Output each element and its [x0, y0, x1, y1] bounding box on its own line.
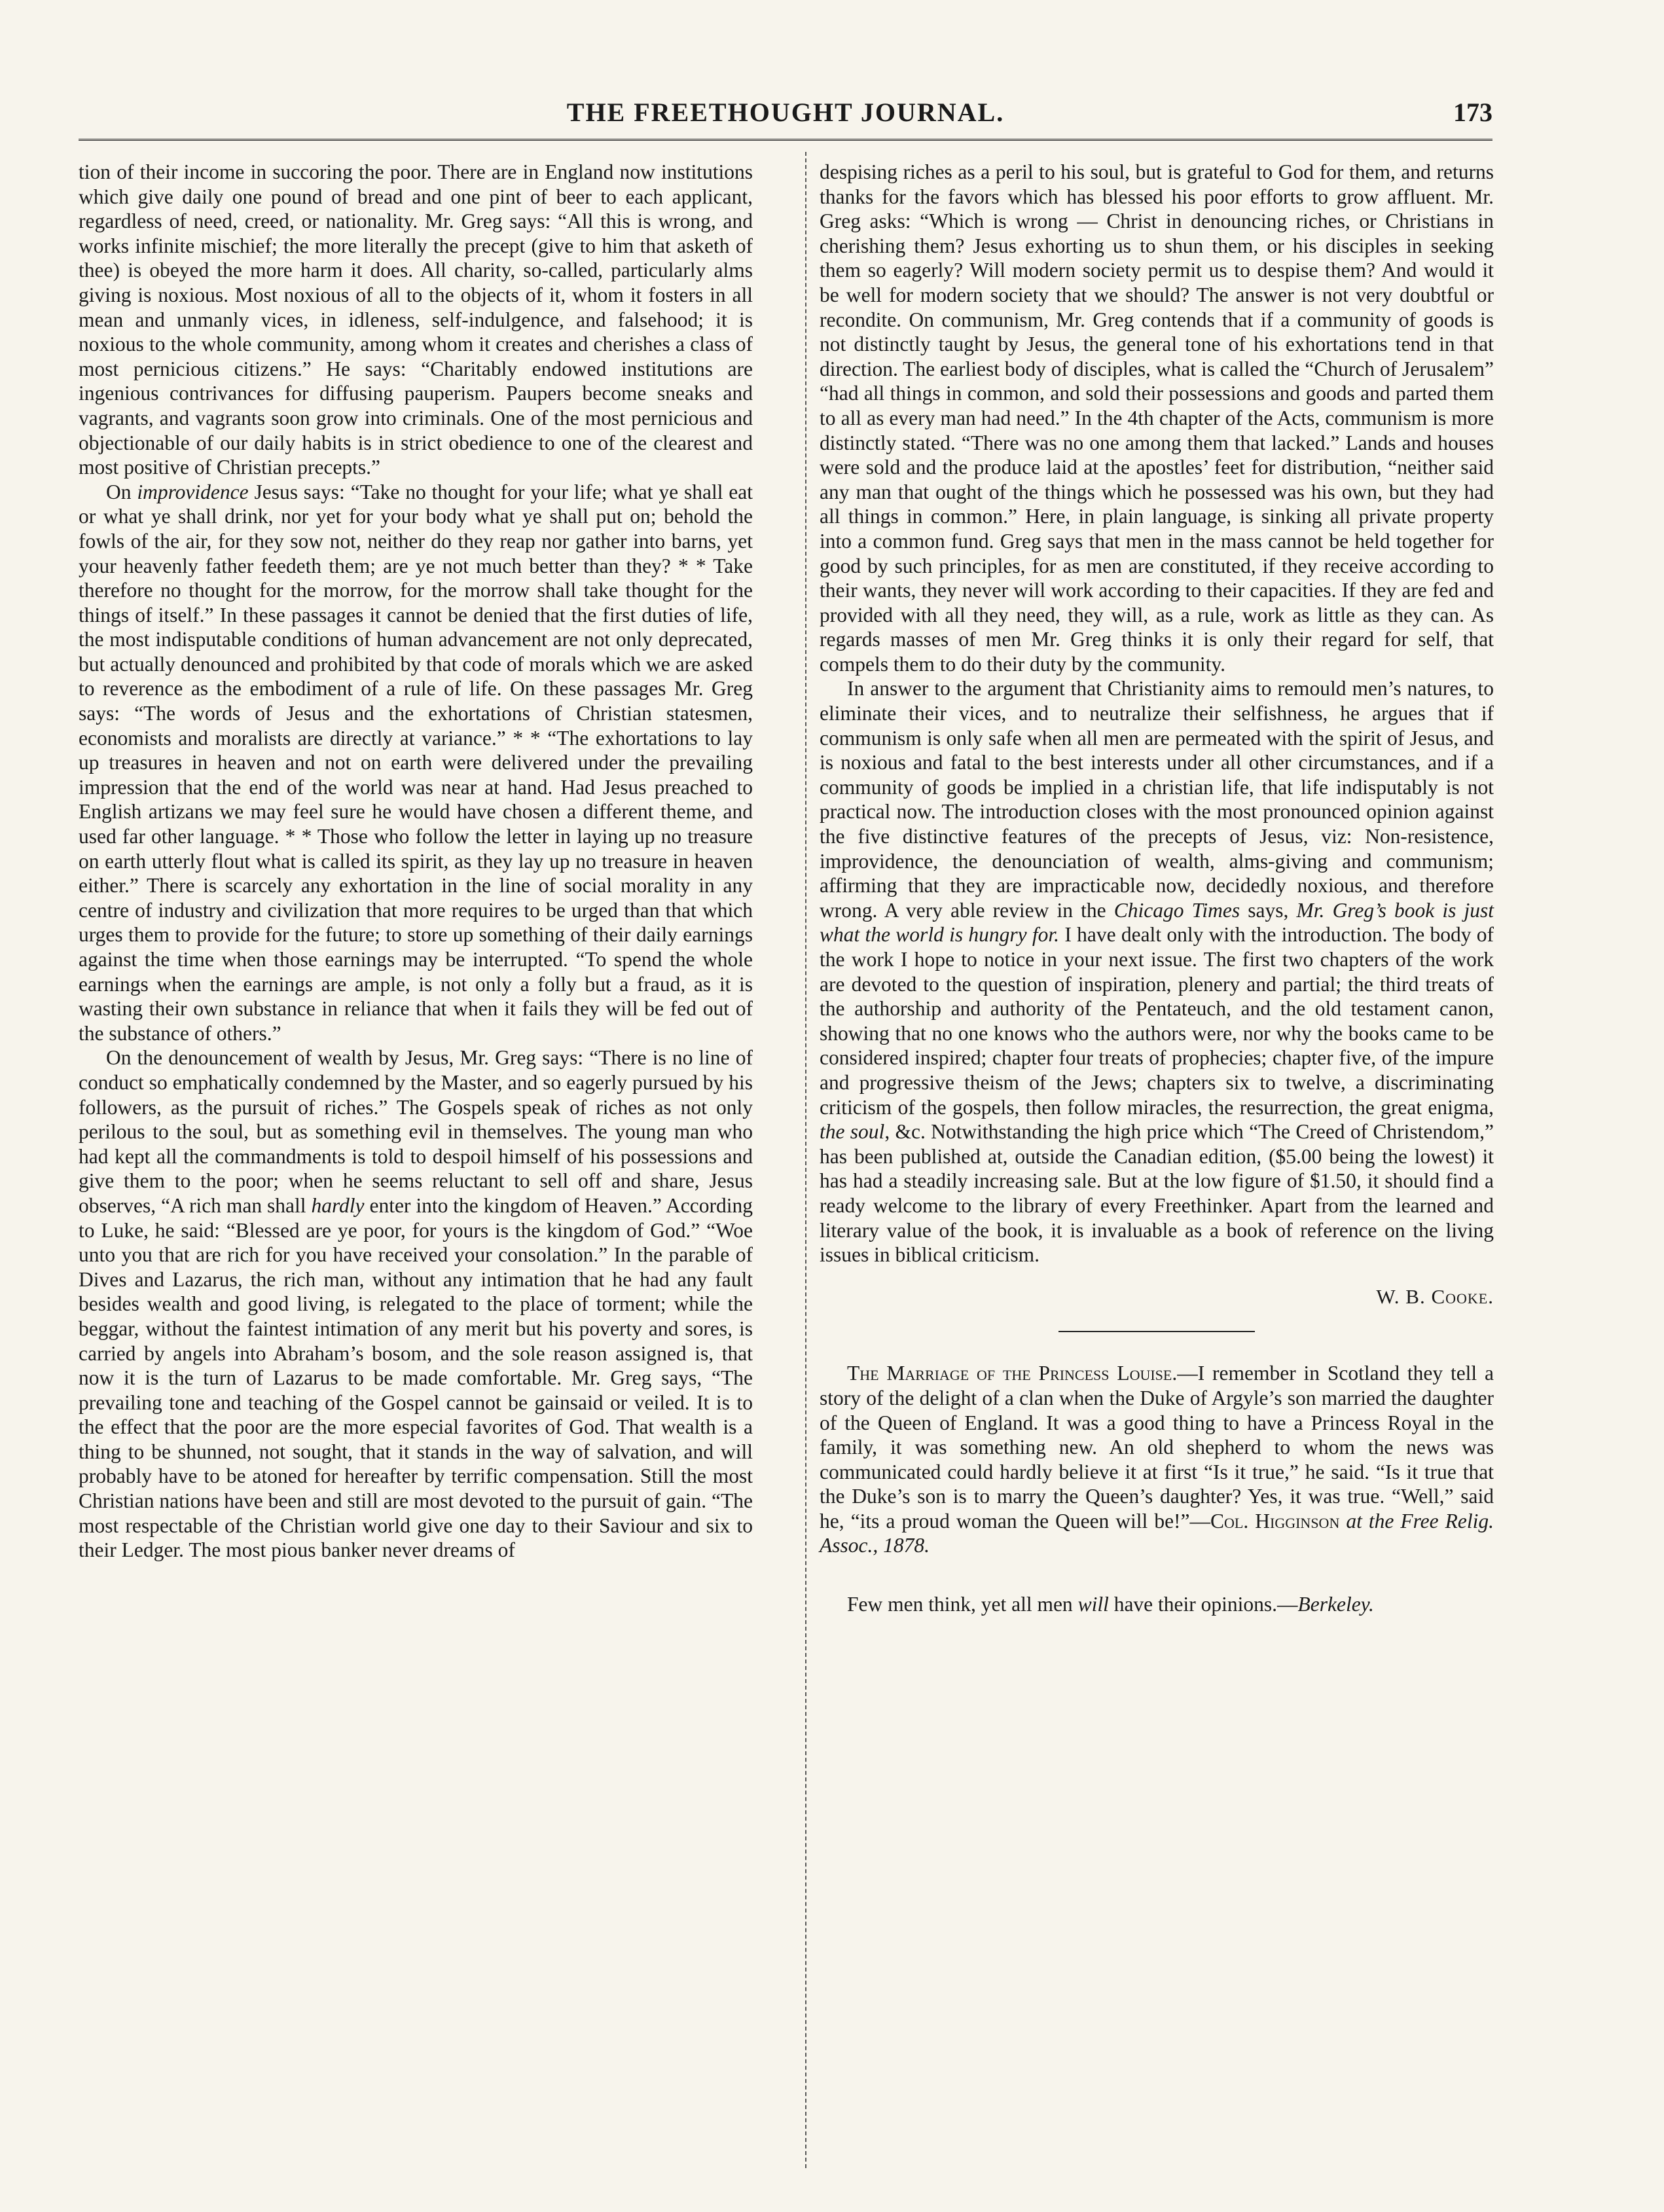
paragraph-answer: In answer to the argument that Christianity aims to remould men’s natures, to eliminate their vices, and to neutralize their selfishness, he argues that if communism is only safe when all men are permeated with the spirit of Jesus, and is noxious and fatal to the best interests under all other circumstances, and if a community of goods be implied in a christian life, that life indisputably is not practical now. The introduction closes with the most pronounced opinion against the five distinctive features of the precepts of Jesus, viz: Non-resistence, improvidence, the denounciation of wealth, alms-giving and communism; affirming that they are impracticable now, decidedly noxious, and therefore wrong. A very able review in the Chicago Times says, Mr. Greg’s book is just what the world is hungry for. I have dealt only with the introduction. The body of the work I hope to notice in your next issue. The first two chapters of the work are devoted to the question of inspiration, plenery and partial; the third treats of the authorship and authority of the Pentateuch, and the old testament canon, showing that no one knows who the authors were, nor why the books came to be considered inspired; chapter four treats of prophecies; chapter five, of the impure and progressive theism of the Jews; chapters six to twelve, a discriminating criticism of the gospels, then follow miracles, the resurrection, the great enigma, the soul, &c. Notwithstanding the high price which “The Creed of Christendom,” has been published at, outside the Canadian edition, ($5.00 being the lowest) it has had a steadily increasing sale. But at the low figure of $1.50, it should find a ready welcome to the library of every Freethinker. Apart from the learned and literary value of the book, it is invaluable as a book of reference on the living issues in biblical criticism.: [820, 677, 1494, 1267]
journal-title: THE FREETHOUGHT JOURNAL.: [566, 98, 1005, 127]
paragraph-improvidence: On improvidence Jesus says: “Take no thought for your life; what ye shall eat or what ye shall drink, nor yet for your body what ye shall put on; behold the fowls of the air, for they sow not, neither do they reap nor gather into barns, yet your heavenly father feedeth them; are ye not much better than they? * * Take therefore no thought for the morrow, for the morrow shall take thought for the things of itself.” In these passages it cannot be denied that the first duties of life, the most indisputable conditions of human advancement are not only deprecated, but actually denounced and prohibited by that code of morals which we are asked to reverence as the embodiment of a rule of life. On these passages Mr. Greg says: “The words of Jesus and the exhortations of Christian statesmen, economists and moralists are directly at variance.” * * “The exhortations to lay up treasures in heaven and not on earth were delivered under the prevailing impression that the end of the world was near at hand. Had Jesus preached to English artizans we may feel sure he would have chosen a different theme, and used far other language. * * Those who follow the letter in laying up no treasure on earth utterly flout what is called its spirit, as they lay up no treasure in heaven either.” There is scarcely any exhortation in the line of social morality in any centre of industry and civilization that more requires to be urged than that which urges them to provide for the future; to store up something of their daily earnings against the time when those earnings may be interrupted. “To spend the whole earnings when the earnings are ample, is not only a folly but a fraud, as it is wasting their own substance in reliance that when it fails they will be fed out of the substance of others.”: [79, 480, 753, 1045]
paragraph-marriage: The Marriage of the Princess Louise.—I remember in Scotland they tell a story of the delight of a clan when the Duke of Argyle’s son married the daughter of the Queen of England. It was a good thing to have a Princess Royal in the family, it was something new. An old shepherd to whom the news was communicated could hardly believe it at first “Is it true,” he said. “Is it true that the Duke’s son is to marry the Queen’s daughter? Yes, it was true. “Well,” said he, “its a proud woman the Queen will be!”—Col. Higginson at the Free Relig. Assoc., 1878.: [820, 1362, 1494, 1557]
paragraph-wealth: On the denouncement of wealth by Jesus, Mr. Greg says: “There is no line of conduct so emphatically condemned by the Master, and so eagerly pursued by his followers, as the pursuit of riches.” The Gospels speak of riches as not only perilous to the soul, but as something evil in themselves. The young man who had kept all the commandments is told to despoil himself of his possessions and give them to the poor; when he seems reluctant to sell off and share, Jesus observes, “A rich man shall hardly enter into the kingdom of Heaven.” According to Luke, he said: “Blessed are ye poor, for yours is the kingdom of God.” “Woe unto you that are rich for you have received your consolation.” In the parable of Dives and Lazarus, the rich man, without any intimation that he had any fault besides wealth and good living, is relegated to the place of torment; while the beggar, without the faintest intimation of any merit but his poverty and sores, is carried by angels into Abraham’s bosom, and the sole reason assigned is, that now it is the turn of Lazarus to be made comfortable. Mr. Greg says, “The prevailing tone and teaching of the Gospel cannot be gainsaid or veiled. It is to the effect that the poor are the more especial favorites of God. That wealth is a thing to be shunned, not sought, that it stands in the way of salvation, and will probably have to be atoned for hereafter by terrific compensation. Still the most Christian nations have been and still are most devoted to the pursuit of gain. “The most respectable of the Christian world give one day to their Saviour and six to their Ledger. The most pious banker never dreams of: [79, 1046, 753, 1562]
closing-quote: Few men think, yet all men will have their opinions.—Berkeley.: [847, 1593, 1374, 1616]
right-column: [820, 160, 1494, 1617]
page-header: [79, 97, 1492, 136]
header-rule: [79, 139, 1492, 143]
section-heading: The Marriage of the Princess Louise.: [847, 1362, 1178, 1385]
paragraph: despising riches as a peril to his soul, but is grateful to God for them, and returns thanks for the favors which has blessed his poor efforts to grow affluent. Mr. Greg asks: “Which is wrong — Christ in denouncing riches, or Christians in cherishing them? Jesus exhorting us to shun them, or his disciples in seeking them so eagerly? Will modern society permit us to despise them? And would it be well for modern society that we should? The answer is not very doubtful or recondite. On communism, Mr. Greg contends that if a community of goods is not distinctly taught by Jesus, the general tone of his exhortations tend in that direction. The earliest body of disciples, what is called the “Church of Jerusalem” “had all things in common, and sold their possessions and goods and parted them to all as every man had need.” In the 4th chapter of the Acts, communism is more distinctly stated. “There was no one among them that lacked.” Lands and houses were sold and the produce laid at the apostles’ feet for distribution, “neither said any man that ought of the things which he possessed was his own, but they had all things in common.” Here, in plain language, is sinking all private property into a common fund. Greg says that men in the mass cannot be held together for good by such principles, for as men are constituted, if they receive according to their wants, they never will work according to their capacities. If they are fed and provided with all they need, they will, as a rule, work as little as they can. As regards masses of men Mr. Greg thinks it is only their regard for self, that compels them to do their duty by the community.: [820, 160, 1494, 676]
left-column: [79, 160, 753, 1563]
section-divider: [1058, 1331, 1255, 1332]
column-divider: [805, 152, 806, 2168]
page-number: 173: [1453, 98, 1492, 127]
paragraph: tion of their income in succoring the poor. There are in England now institutions which give daily one pound of bread and one pint of beer to each applicant, regardless of need, creed, or nationality. Mr. Greg says: “All this is wrong, and works infinite mischief; the more literally the precept (give to him that asketh of thee) is obeyed the more harm it does. All charity, so-called, particularly alms giving is noxious. Most noxious of all to the objects of it, whom it fosters in all mean and unmanly vices, in idleness, self-indulgence, and falsehood; it is noxious to the whole community, among whom it creates and cherishes a class of most pernicious citizens.” He says: “Charitably endowed institutions are ingenious contrivances for diffusing pauperism. Paupers become sneaks and vagrants, and vagrants soon grow into criminals. One of the most pernicious and objectionable of our daily habits is in strict obedience to one of the clearest and most positive of Christian precepts.”: [79, 160, 753, 479]
author-signature: W. B. Cooke.: [1376, 1284, 1494, 1308]
